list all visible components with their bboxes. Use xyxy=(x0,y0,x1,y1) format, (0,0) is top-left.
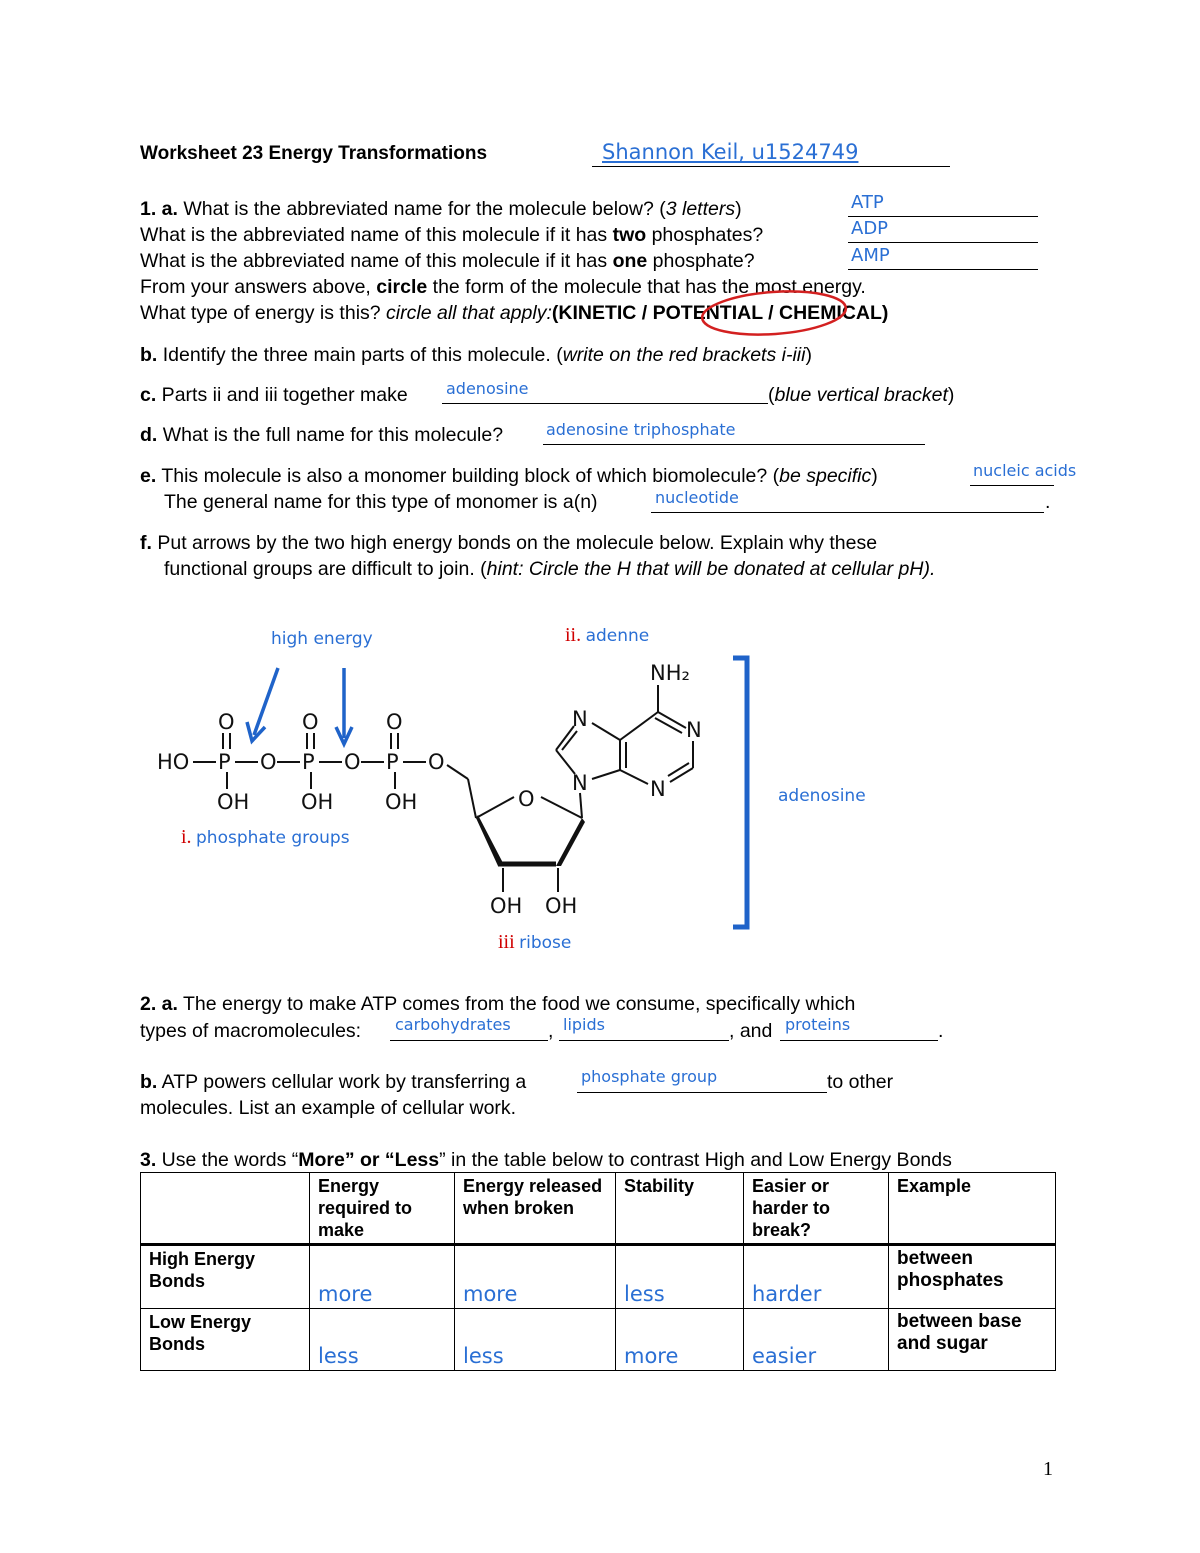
q2a-answer1-line[interactable] xyxy=(390,1015,548,1041)
oh-atom-2: OH xyxy=(301,790,334,814)
table-header-cell: Easier or harder to break? xyxy=(744,1173,889,1245)
label-ii-answer: adenne xyxy=(585,626,650,646)
table-cell[interactable]: easier xyxy=(744,1309,889,1371)
q1e-text: e. This molecule is also a monomer building block of which biomolecule? (be specific) xyxy=(140,465,878,487)
q1e2-answer: nucleotide xyxy=(655,488,739,507)
q2a-end: . xyxy=(938,1020,944,1042)
n-atom-7: N xyxy=(572,707,588,731)
energy-bonds-table xyxy=(140,1172,1056,1371)
q1a-one-answer: AMP xyxy=(851,245,890,266)
q1f-text2: functional groups are difficult to join. (hint: Circle the H that will be donated at cellular pH). xyxy=(164,558,936,580)
p-atom-2: P xyxy=(302,750,315,774)
q2a-text2: types of macromolecules: xyxy=(140,1020,362,1042)
table-row xyxy=(141,1309,1056,1371)
oh-atom-3: OH xyxy=(385,790,418,814)
n-atom-1: N xyxy=(686,718,702,742)
q2a-sep1: , xyxy=(548,1020,554,1042)
table-header-cell: Energy released when broken xyxy=(455,1173,616,1245)
q2a-answer2-line[interactable] xyxy=(559,1015,729,1041)
label-iii: iii ribose xyxy=(498,931,572,953)
q2b-text: b. ATP powers cellular work by transferring a xyxy=(140,1071,527,1093)
q1d-answer-line[interactable] xyxy=(543,420,925,445)
oh-atom-1: OH xyxy=(217,790,250,814)
n-atom-9: N xyxy=(572,771,588,795)
label-i-answer: phosphate groups xyxy=(196,828,350,848)
table-cell[interactable]: less xyxy=(455,1309,616,1371)
table-row xyxy=(141,1245,1056,1309)
o-atom-top-1: O xyxy=(218,710,235,734)
o-atom-bridge-1: O xyxy=(260,750,277,774)
table-cell[interactable]: more xyxy=(616,1309,744,1371)
label-iii-answer: ribose xyxy=(519,933,572,953)
q1a-answer-line[interactable] xyxy=(848,192,1038,217)
q1a-two-answer: ADP xyxy=(851,218,889,239)
ho-atom: HO xyxy=(157,750,190,774)
n-atom-3: N xyxy=(650,777,666,801)
q2a-answer1: carbohydrates xyxy=(395,1015,511,1034)
potential-circle-mark xyxy=(696,288,856,344)
q2a-text: 2. a. The energy to make ATP comes from the food we consume, specifically which xyxy=(140,993,856,1015)
table-header-cell xyxy=(141,1173,310,1245)
label-i: i. phosphate groups xyxy=(181,826,350,848)
row-label: High Energy Bonds xyxy=(141,1245,310,1309)
o-atom-top-2: O xyxy=(302,710,319,734)
q1e2-text: The general name for this type of monomer is a(n) xyxy=(164,491,598,513)
atp-molecule-diagram xyxy=(140,640,780,940)
ring-o-atom: O xyxy=(518,787,535,811)
q1b-text: b. Identify the three main parts of this molecule. (write on the red brackets i-iii) xyxy=(140,344,812,366)
q1d-text: d. What is the full name for this molecule? xyxy=(140,424,504,446)
q1c-text: c. Parts ii and iii together make xyxy=(140,384,408,406)
example-cell: between phosphates xyxy=(889,1245,1056,1309)
q1c-paren: (blue vertical bracket) xyxy=(768,384,955,406)
q1c-answer-line[interactable] xyxy=(442,379,768,404)
adenosine-bracket xyxy=(733,658,747,927)
page-number: 1 xyxy=(1043,1458,1053,1480)
row-label: Low Energy Bonds xyxy=(141,1309,310,1371)
q1a-one-answer-line[interactable] xyxy=(848,245,1038,270)
table-header-row xyxy=(141,1173,1056,1245)
q1d-answer: adenosine triphosphate xyxy=(546,420,736,439)
worksheet-title: Worksheet 23 Energy Transformations xyxy=(140,143,488,164)
q1a-two-text: What is the abbreviated name of this molecule if it has two phosphates? xyxy=(140,224,764,246)
q2b-text2: molecules. List an example of cellular work. xyxy=(140,1097,517,1119)
q1a-type-text: What type of energy is this? circle all that apply:(KINETIC / POTENTIAL / CHEMICAL) xyxy=(140,302,889,324)
q2a-answer3-line[interactable] xyxy=(780,1015,938,1041)
q2b-answer: phosphate group xyxy=(581,1067,718,1086)
table-cell[interactable]: less xyxy=(310,1309,455,1371)
q1e2-answer-line[interactable] xyxy=(651,488,1044,513)
table-header-cell: Stability xyxy=(616,1173,744,1245)
o-atom-bridge-2: O xyxy=(344,750,361,774)
table-header-cell: Example xyxy=(889,1173,1056,1245)
q1a-two-answer-line[interactable] xyxy=(848,218,1038,243)
q1a-one-text: What is the abbreviated name of this molecule if it has one phosphate? xyxy=(140,250,755,272)
example-cell: between base and sugar xyxy=(889,1309,1056,1371)
q1e-answer-line[interactable] xyxy=(970,461,1077,486)
q1a-text: 1. a. What is the abbreviated name for the molecule below? (3 letters) xyxy=(140,198,742,220)
p-atom-3: P xyxy=(386,750,399,774)
table-cell[interactable]: harder xyxy=(744,1245,889,1309)
table-cell[interactable]: more xyxy=(310,1245,455,1309)
q2a-sep2: , and xyxy=(729,1020,773,1042)
oh-atom-ribose-2: OH xyxy=(545,894,578,918)
p-atom-1: P xyxy=(218,750,231,774)
q1a-answer: ATP xyxy=(851,192,884,213)
oh-atom-ribose-1: OH xyxy=(490,894,523,918)
table-cell[interactable]: more xyxy=(455,1245,616,1309)
o-atom-top-3: O xyxy=(386,710,403,734)
student-name-line xyxy=(592,140,950,167)
q2a-answer2: lipids xyxy=(563,1015,605,1034)
nh2-group: NH₂ xyxy=(650,661,690,685)
student-name[interactable]: Shannon Keil, u1524749 xyxy=(602,140,859,164)
label-ii: ii. adenne xyxy=(565,624,650,646)
table-cell[interactable]: less xyxy=(616,1245,744,1309)
q2b-post: to other xyxy=(827,1071,894,1093)
q1c-answer: adenosine xyxy=(446,379,529,398)
q2a-answer3: proteins xyxy=(785,1015,851,1034)
q3-text: 3. Use the words “More” or “Less” in the table below to contrast High and Low Energy Bonds xyxy=(140,1149,952,1171)
table-header-cell: Energy required to make xyxy=(310,1173,455,1245)
q1a-circle-text: From your answers above, circle the form of the molecule that has the most energy. xyxy=(140,276,866,298)
q2b-answer-line[interactable] xyxy=(577,1067,827,1093)
q1f-text: f. Put arrows by the two high energy bonds on the molecule below. Explain why these xyxy=(140,532,878,554)
q1e2-period: . xyxy=(1045,491,1051,513)
adenosine-bracket-label: adenosine xyxy=(778,786,866,806)
high-energy-label: high energy xyxy=(271,629,373,649)
o-atom-bridge-3: O xyxy=(428,750,445,774)
high-energy-arrows xyxy=(247,668,352,744)
q1e-answer: nucleic acids xyxy=(973,461,1077,480)
